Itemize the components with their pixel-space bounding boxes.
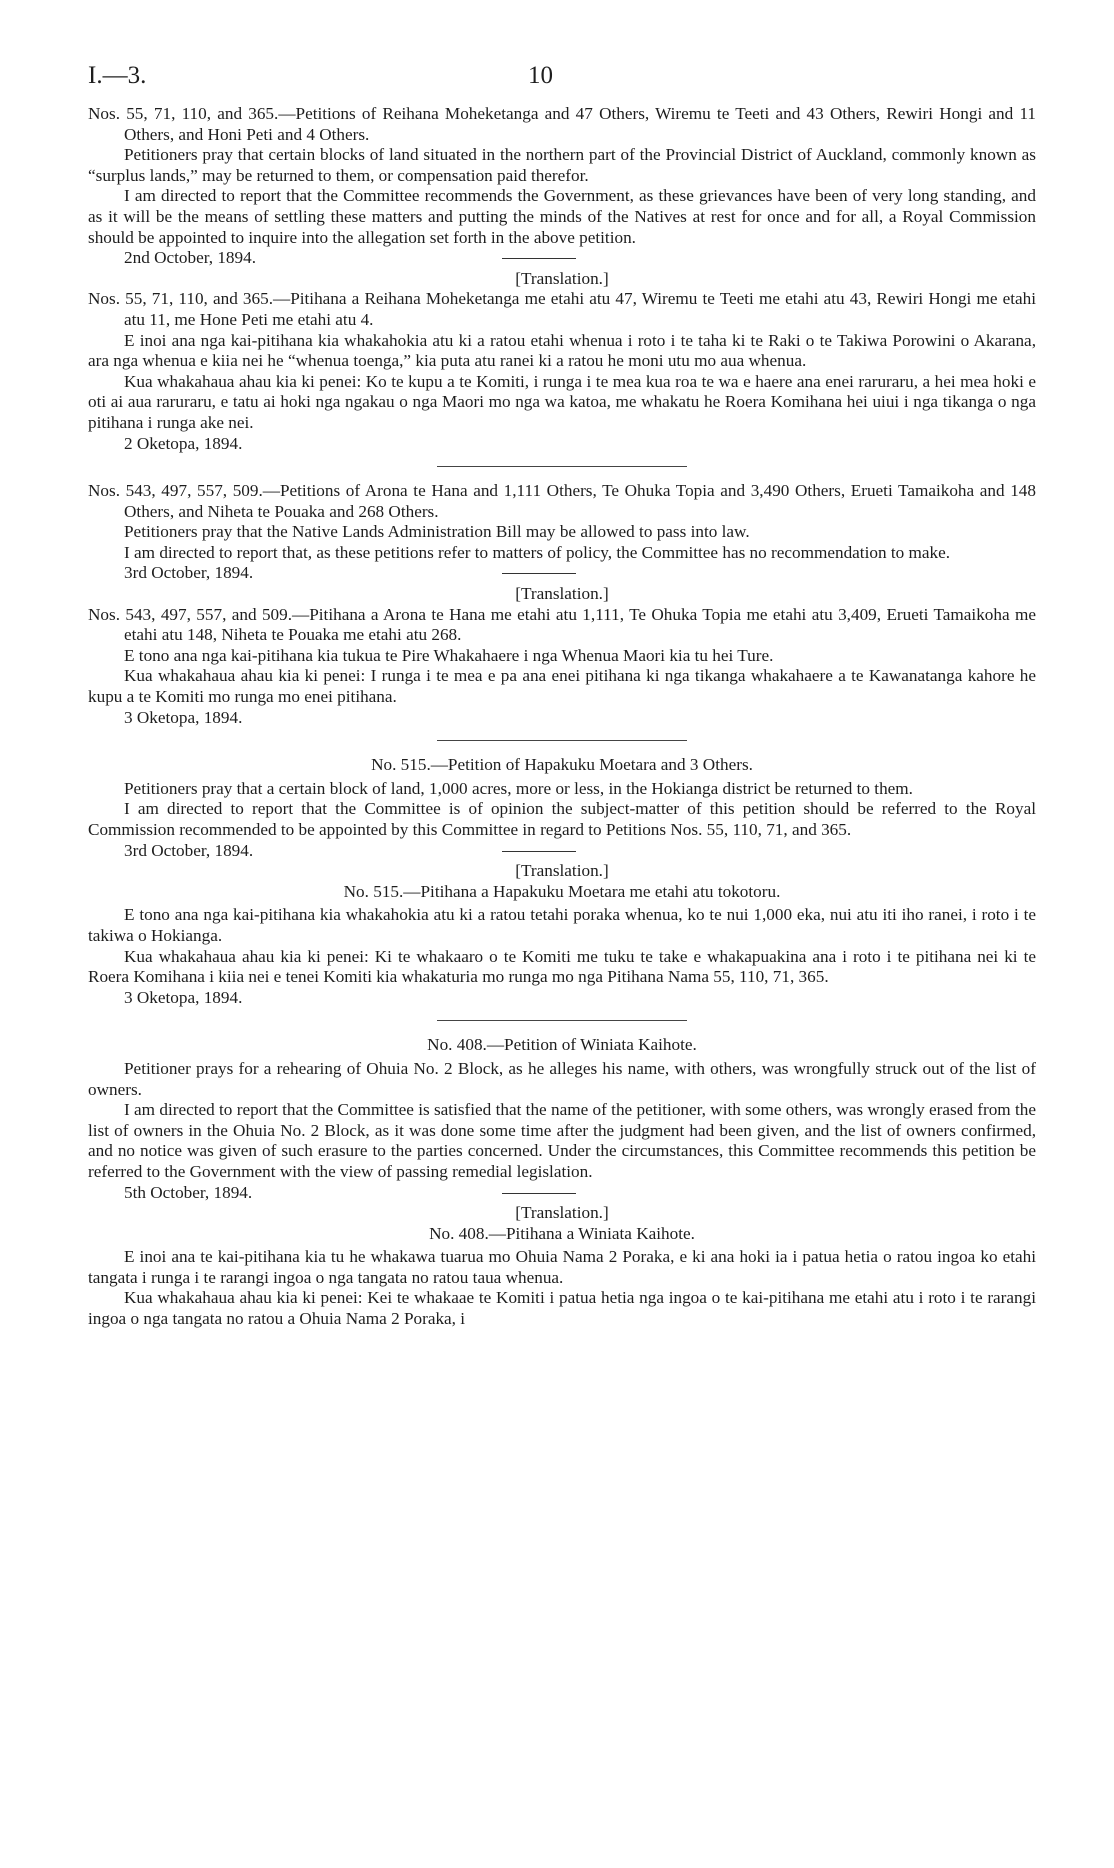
petition-heading: Nos. 55, 71, 110, and 365.—Pitihana a Reihana Moheketanga me etahi atu 47, Wiremu te Teeti me etahi atu 43, Rewiri Hongi me etahi atu 11, me Hone Peti me etahi atu 4.: [88, 289, 1036, 329]
paragraph: I am directed to report that the Committee is satisfied that the name of the petitioner, with some others, was wrongly erased from the list of owners in the Ohuia No. 2 Block, as it was done some time after the judgment had been given, and the list of owners confirmed, and no notice was given of such erasure to the parties concerned. Under the circumstances, this Committee recommends this petition be referred to the Government with the view of passing remedial legislation.: [88, 1100, 1036, 1181]
translation-heading: [Translation.]: [515, 861, 609, 881]
paragraph: I am directed to report that the Committee recommends the Government, as these grievances have been of very long standing, and as it will be the means of settling these matters and putting the minds of the Natives at rest for once and for all, a Royal Commission should be appointed to inquire into the allegation set forth in the above petition.: [88, 186, 1036, 247]
paragraph: Kua whakahaua ahau kia ki penei: Ki te whakaaro o te Komiti me tuku te take e whakapuakina ana i roto i te pitihana nei ki te Roera Komihana i kiia nei e tenei Komiti kia whakaturia mo runga mo nga Pitihana Nama 55, 110, 71, 365.: [88, 946, 1036, 987]
paragraph: E tono ana nga kai-pitihana kia tukua te Pire Whakahaere i nga Whenua Maori kia tu hei Ture.: [124, 645, 774, 665]
short-divider: [502, 573, 576, 574]
report-date: [88, 563, 1036, 584]
petition-heading: Nos. 543, 497, 557, 509.—Petitions of Arona te Hana and 1,111 Others, Te Ohuka Topia and 3,490 Others, Erueti Tamaikoha and 148 Others, and Niheta te Pouaka and 268 Others.: [88, 481, 1036, 521]
document-page: [88, 62, 1036, 1330]
report-date: [88, 1183, 1036, 1204]
paragraph: E inoi ana nga kai-pitihana kia whakahokia atu ki a ratou etahi whenua i roto i te taha ki te Raki o te Takiwa Porowini o Akarana, ara nga whenua e kiia nei he “whenua toenga,” kia puta atu ranei ki a ratou he moni utu mo aua whenua.: [88, 330, 1036, 371]
paragraph: Petitioners pray that certain blocks of land situated in the northern part of the Provincial District of Auckland, commonly known as “surplus lands,” may be returned to them, or compensation paid therefor.: [88, 145, 1036, 185]
paragraph: I am directed to report that the Committee is of opinion the subject-matter of this petition should be referred to the Royal Commission recommended to be appointed by this Committee in regard to Petitions Nos. 55, 110, 71, and 365.: [88, 799, 1036, 839]
report-date: [88, 988, 1036, 1009]
petition-title: No. 408.—Petition of Winiata Kaihote.: [427, 1035, 697, 1055]
translation-heading: [Translation.]: [515, 268, 609, 288]
section-divider: [437, 740, 687, 741]
paragraph: E tono ana nga kai-pitihana kia whakahokia atu ki a ratou tetahi poraka whenua, ko te nui 1,000 eka, nui atu iti iho ranei, i roto i te takiwa o Hokianga.: [88, 905, 1036, 945]
petition-heading: Nos. 543, 497, 557, and 509.—Pitihana a Arona te Hana me etahi atu 1,111, Te Ohuka Topia me etahi atu 3,409, Erueti Tamaikoha me etahi atu 148, Niheta te Pouaka me etahi atu 268.: [88, 604, 1036, 645]
translation-heading: [Translation.]: [515, 1203, 609, 1223]
petition-title: No. 408.—Pitihana a Winiata Kaihote.: [429, 1223, 695, 1243]
document-body: [88, 104, 1036, 1330]
petition-title: No. 515.—Petition of Hapakuku Moetara and 3 Others.: [371, 755, 753, 775]
translation-heading: [Translation.]: [515, 584, 609, 604]
short-divider: [502, 1193, 576, 1194]
report-date: [88, 248, 1036, 269]
date-text: 2 Oketopa, 1894.: [124, 433, 243, 453]
date-text: 3rd October, 1894.: [124, 840, 254, 860]
paragraph: Kua whakahaua ahau kia ki penei: I runga i te mea e pa ana enei pitihana ki nga tikanga whakahaere a te Kawanatanga kahore he kupu a te Komiti mo runga mo enei pitihana.: [88, 666, 1036, 707]
paragraph: Petitioners pray that a certain block of land, 1,000 acres, more or less, in the Hokianga district be returned to them.: [124, 778, 913, 798]
date-text: 3 Oketopa, 1894.: [124, 987, 243, 1007]
date-text: 3 Oketopa, 1894.: [124, 707, 243, 727]
petition-heading: Nos. 55, 71, 110, and 365.—Petitions of Reihana Moheketanga and 47 Others, Wiremu te Teeti and 43 Others, Rewiri Hongi and 11 Others, and Honi Peti and 4 Others.: [88, 104, 1036, 144]
report-date: [88, 708, 1036, 729]
paragraph: Kua whakahaua ahau kia ki penei: Ko te kupu a te Komiti, i runga i te mea kua roa te wa e haere ana enei raruraru, a hei mea hoki e oti ai aua raruraru, e tatu ai hoki nga ngakau o nga Maori mo nga wa katoa, me whakatu he Roera Komihana hei uiui i nga tikanga o nga pitihana i runga ake nei.: [88, 371, 1036, 432]
report-date: [88, 434, 1036, 455]
section-divider: [437, 1020, 687, 1021]
petition-title: No. 515.—Pitihana a Hapakuku Moetara me etahi atu tokotoru.: [343, 881, 781, 901]
date-text: 5th October, 1894.: [124, 1182, 253, 1202]
paragraph: Petitioners pray that the Native Lands Administration Bill may be allowed to pass into law.: [124, 522, 750, 542]
paragraph: E inoi ana te kai-pitihana kia tu he whakawa tuarua mo Ohuia Nama 2 Poraka, e ki ana hoki ia i patua hetia o ratou ingoa ko etahi tangata i runga i te rarangi ingoa o nga tangata no ratou taua whenua.: [88, 1247, 1036, 1287]
page-number: 10: [528, 62, 553, 89]
paragraph: Petitioner prays for a rehearing of Ohuia No. 2 Block, as he alleges his name, with others, was wrongfully struck out of the list of owners.: [88, 1058, 1036, 1099]
short-divider: [502, 851, 576, 852]
section-divider: [437, 466, 687, 467]
paper-reference: I.—3.: [88, 62, 147, 89]
report-date: [88, 841, 1036, 862]
date-text: 3rd October, 1894.: [124, 563, 254, 583]
paragraph: I am directed to report that, as these petitions refer to matters of policy, the Committee has no recommendation to make.: [124, 542, 951, 562]
short-divider: [502, 258, 576, 259]
page-header: [88, 62, 1036, 104]
paragraph: Kua whakahaua ahau kia ki penei: Kei te whakaae te Komiti i patua hetia nga ingoa o te kai-pitihana me etahi atu i roto i te rarangi ingoa o nga tangata no ratou a Ohuia Nama 2 Poraka, i: [88, 1288, 1036, 1329]
date-text: 2nd October, 1894.: [124, 248, 257, 268]
